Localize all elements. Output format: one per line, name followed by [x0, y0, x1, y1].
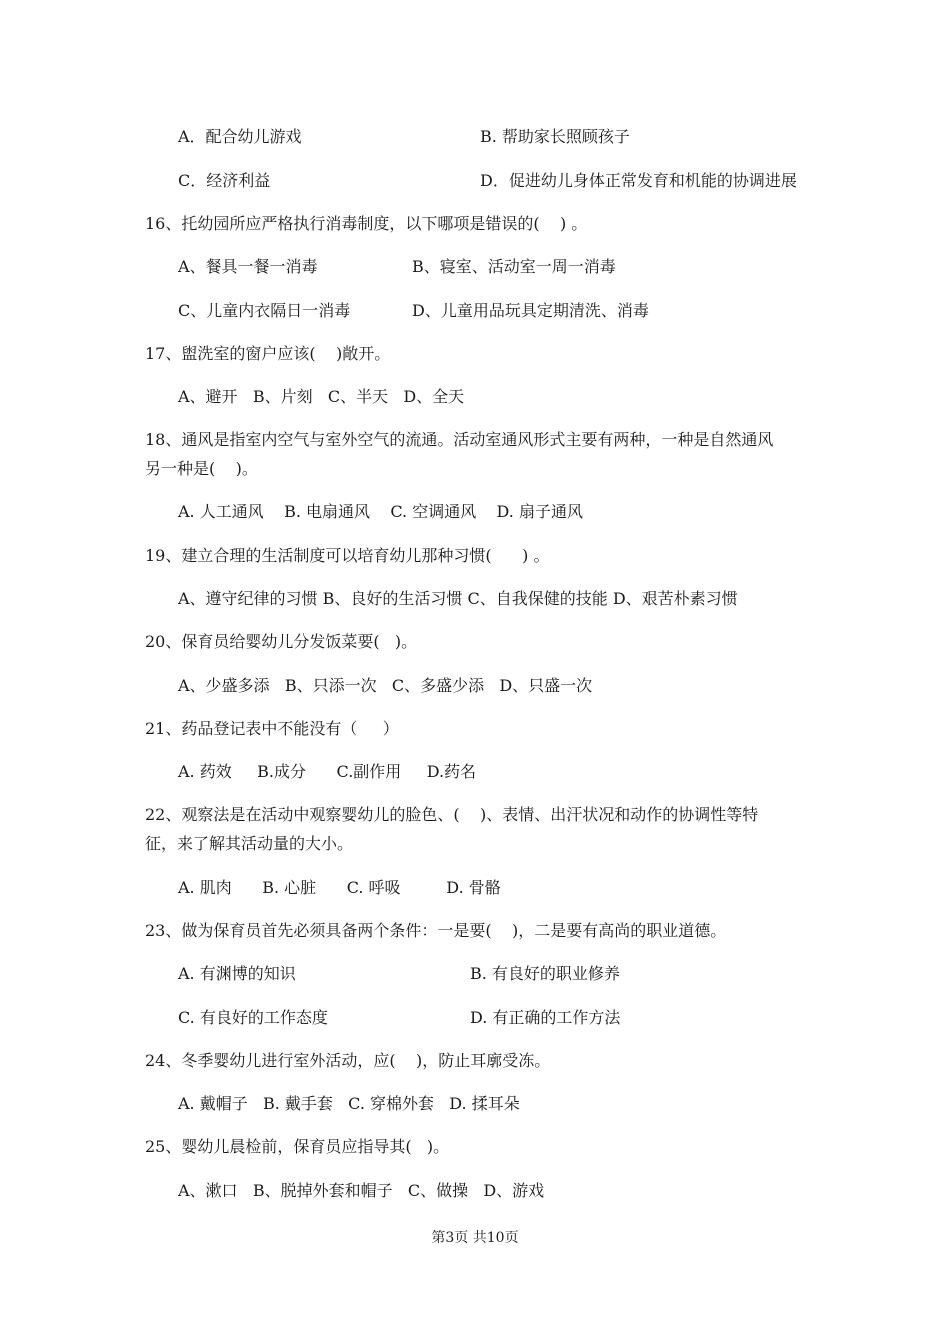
q22-stem-line1: 22、观察法是在活动中观察婴幼儿的脸色、( )、表情、出汗状况和动作的协调性等特 — [145, 805, 759, 824]
q18-stem-line2: 另一种是( )。 — [145, 459, 258, 478]
q15-option-c: C．经济利益 — [178, 171, 271, 190]
q24-stem: 24、冬季婴幼儿进行室外活动，应( )，防止耳廓受冻。 — [145, 1051, 551, 1070]
q15-option-d: D．促进幼儿身体正常发育和机能的协调进展 — [480, 171, 797, 190]
q19-stem: 19、建立合理的生活制度可以培育幼儿那种习惯( ) 。 — [145, 546, 550, 565]
q23-option-a: A. 有渊博的知识 — [178, 964, 296, 983]
q16-option-b: B、寝室、活动室一周一消毒 — [412, 257, 616, 276]
q15-option-b: B. 帮助家长照顾孩子 — [480, 127, 630, 146]
q17-stem: 17、盥洗室的窗户应该( )敞开。 — [145, 344, 391, 363]
q18-stem-line1: 18、通风是指室内空气与室外空气的流通。活动室通风形式主要有两种，一种是自然通风 — [145, 430, 774, 449]
q16-option-c: C、儿童内衣隔日一消毒 — [178, 301, 351, 320]
q22-stem-line2: 征，来了解其活动量的大小。 — [145, 834, 354, 853]
q15-option-a: A．配合幼儿游戏 — [178, 127, 302, 146]
q16-stem: 16、托幼园所应严格执行消毒制度，以下哪项是错误的( ) 。 — [145, 214, 588, 233]
q21-stem: 21、药品登记表中不能没有（ ） — [145, 719, 399, 738]
q21-options: A. 药效 B.成分 C.副作用 D.药名 — [178, 762, 477, 781]
q23-stem: 23、做为保育员首先必须具备两个条件：一是要( )，二是要有高尚的职业道德。 — [145, 921, 727, 940]
q18-options: A. 人工通风 B. 电扇通风 C. 空调通风 D. 扇子通风 — [178, 502, 583, 521]
page-footer: 第3页 共10页 — [431, 1230, 519, 1246]
q25-options: A、漱口 B、脱掉外套和帽子 C、做操 D、游戏 — [178, 1181, 545, 1200]
q23-option-b: B. 有良好的职业修养 — [470, 964, 620, 983]
q20-options: A、少盛多添 B、只添一次 C、多盛少添 D、只盛一次 — [178, 676, 593, 695]
q24-options: A. 戴帽子 B. 戴手套 C. 穿棉外套 D. 揉耳朵 — [178, 1094, 520, 1113]
q16-option-d: D、儿童用品玩具定期清洗、消毒 — [412, 301, 649, 320]
q17-options: A、避开 B、片刻 C、半天 D、全天 — [178, 387, 465, 406]
q19-options: A、遵守纪律的习惯 B、良好的生活习惯 C、自我保健的技能 D、艰苦朴素习惯 — [178, 589, 738, 608]
q23-option-d: D. 有正确的工作方法 — [470, 1008, 621, 1027]
q16-option-a: A、餐具一餐一消毒 — [178, 257, 318, 276]
q25-stem: 25、婴幼儿晨检前，保育员应指导其( )。 — [145, 1137, 450, 1156]
q23-option-c: C. 有良好的工作态度 — [178, 1008, 328, 1027]
q20-stem: 20、保育员给婴幼儿分发饭菜要( )。 — [145, 632, 418, 651]
q22-options: A. 肌肉 B. 心脏 C. 呼吸 D. 骨骼 — [178, 878, 501, 897]
